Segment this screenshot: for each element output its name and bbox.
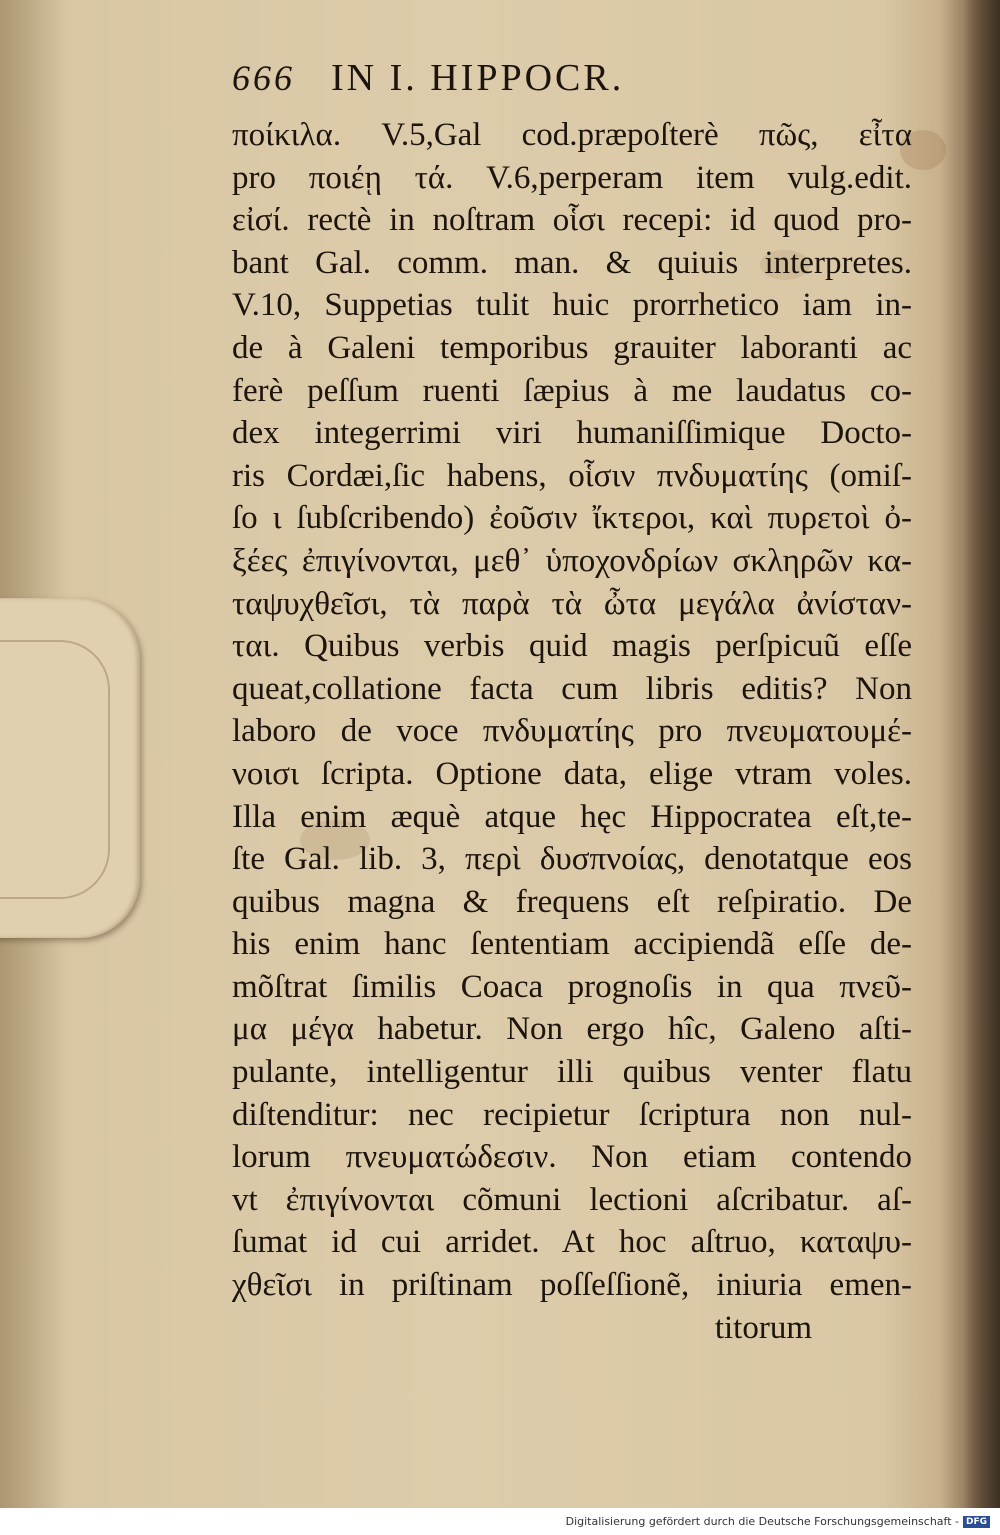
text-line: his enim hanc ſententiam accipiendã eſſe de- — [232, 926, 912, 963]
digitization-credit — [566, 1515, 990, 1528]
text-line: ταψυχθεῖσι, τὰ παρὰ τὰ ὦτα μεγάλα ἀνίσταν- — [232, 585, 912, 622]
credit-text: Digitalisierung gefördert durch die Deutsche Forschungsgemeinschaft - — [565, 1515, 959, 1528]
dfg-logo: DFG — [963, 1516, 990, 1528]
text-line: χθεῖσι in priſtinam poſſeſſionẽ, iniuria emen- — [232, 1267, 912, 1304]
text-line: εἰσί. rectè in noſtram οἷσι recepi: id quod pro- — [232, 202, 912, 239]
text-line: ται. Quibus verbis quid magis perſpicuũ eſſe — [232, 628, 912, 665]
book-clasp-rim — [0, 640, 110, 899]
text-line: dex integerrimi viri humaniſſimique Docto- — [232, 415, 912, 452]
running-head — [232, 48, 792, 108]
text-line: ſte Gal. lib. 3, περὶ δυσπνοίας, denotatque eos — [232, 841, 912, 878]
text-line: pro ποιέῃ τά. V.6,perperam item vulg.edit. — [232, 159, 912, 196]
body-text — [232, 114, 912, 1349]
text-line: lorum πνευματώδεσιν. Non etiam contendo — [232, 1139, 912, 1176]
text-line: diſtenditur: nec recipietur ſcriptura non nul- — [232, 1096, 912, 1133]
text-line: μα μέγα habetur. Non ergo hîc, Galeno aſti- — [232, 1011, 912, 1048]
text-line: queat,collatione facta cum libris editis? Non — [232, 670, 912, 707]
text-line: pulante, intelligentur illi quibus venter flatu — [232, 1054, 912, 1091]
page-edge-shadow — [964, 0, 1000, 1508]
text-line: ſo ι ſubſcribendo) ἐοῦσιν ἴκτεροι, καὶ πυρετοὶ ὀ- — [232, 500, 912, 537]
page-number: 666 — [232, 58, 295, 98]
text-line: ξέες ἐπιγίνονται, μεθ᾽ ὑποχονδρίων σκληρῶν κα- — [232, 542, 912, 579]
text-line: laboro de voce πνδυματίης pro πνευματουμέ- — [232, 713, 912, 750]
text-line: quibus magna & frequens eſt reſpiratio. De — [232, 883, 912, 920]
text-line: vt ἐπιγίνονται cõmuni lectioni aſcribatur. aſ- — [232, 1181, 912, 1218]
text-line: ris Cordæi,ſic habens, οἷσιν πνδυματίης (omiſ- — [232, 457, 912, 494]
text-line: ferè peſſum ruenti ſæpius à me laudatus co- — [232, 372, 912, 409]
text-line: de à Galeni temporibus grauiter laboranti ac — [232, 329, 912, 366]
text-line: mõſtrat ſimilis Coaca prognoſis in qua πνεῦ- — [232, 968, 912, 1005]
text-line: V.10, Suppetias tulit huic prorrhetico iam in- — [232, 287, 912, 324]
catchword: titorum — [714, 1309, 812, 1346]
text-line: ποίκιλα. V.5,Gal cod.præpoſterè πῶς, εἶτα — [232, 117, 912, 153]
text-line: Illa enim æquè atque hęc Hippocratea eſt,te- — [232, 798, 912, 835]
text-line: bant Gal. comm. man. & quiuis interpretes. — [232, 244, 912, 281]
running-head-title: IN I. HIPPOCR. — [331, 57, 625, 99]
text-line: νοισι ſcripta. Optione data, elige vtram voles. — [232, 755, 912, 792]
text-line: ſumat id cui arridet. At hoc aſtruo, καταψυ- — [232, 1224, 912, 1261]
